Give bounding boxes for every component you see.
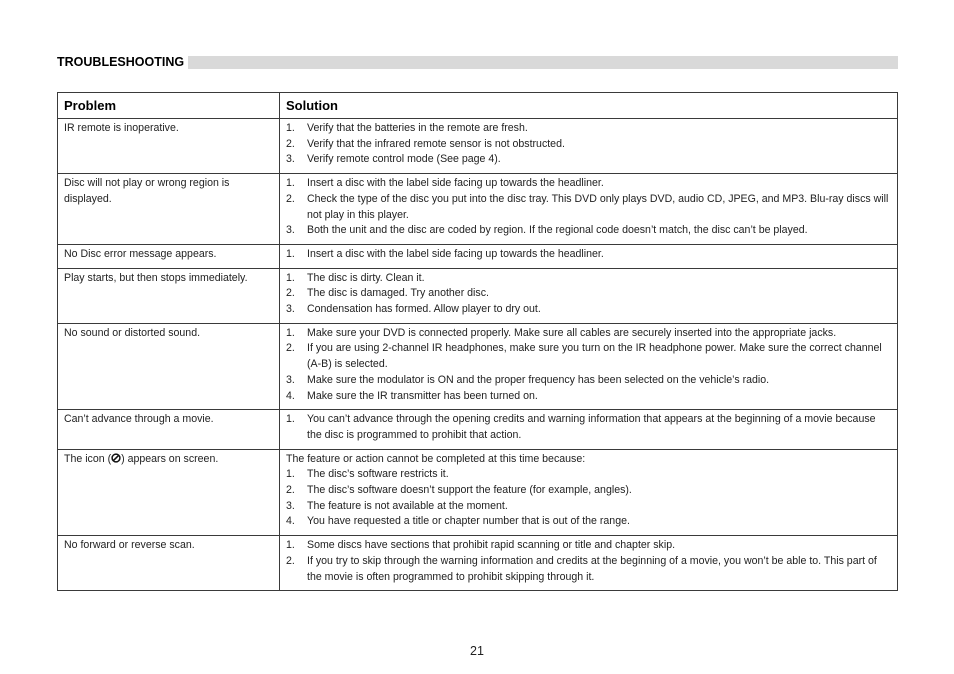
solution-list bbox=[286, 412, 891, 443]
solution-step bbox=[286, 467, 891, 483]
problem-text-after-icon: ) appears on screen. bbox=[121, 452, 219, 465]
problem-cell: Disc will not play or wrong region is displayed. bbox=[58, 174, 280, 245]
step-number: 2. bbox=[286, 137, 295, 150]
solution-step bbox=[286, 247, 891, 263]
table-header-row bbox=[58, 93, 898, 119]
table-row bbox=[58, 119, 898, 174]
step-number: 1. bbox=[286, 326, 295, 339]
solution-cell bbox=[280, 119, 898, 174]
solution-step bbox=[286, 326, 891, 342]
table-row bbox=[58, 449, 898, 536]
step-number: 3. bbox=[286, 153, 295, 166]
step-text: Verify that the batteries in the remote are fresh. bbox=[307, 122, 528, 134]
solution-step bbox=[286, 538, 891, 554]
step-text: Check the type of the disc you put into the disc tray. This DVD only plays DVD, audio CD, JPEG, and MP3. Blu-ray discs will not play in this player. bbox=[307, 192, 889, 221]
solution-step bbox=[286, 499, 891, 515]
problem-cell bbox=[58, 449, 280, 536]
step-text: If you try to skip through the warning information and credits at the beginning of a movie, you won’t be able to. This part of the movie is often programmed to prohibit skipping through it. bbox=[307, 554, 877, 583]
step-text: Condensation has formed. Allow player to dry out. bbox=[307, 303, 541, 316]
step-text: You have requested a title or chapter number that is out of the range. bbox=[307, 515, 630, 528]
table-row bbox=[58, 268, 898, 323]
problem-cell: No forward or reverse scan. bbox=[58, 536, 280, 591]
problem-cell: No Disc error message appears. bbox=[58, 244, 280, 268]
solution-step bbox=[286, 271, 891, 287]
solution-cell bbox=[280, 536, 898, 591]
step-number: 3. bbox=[286, 499, 295, 512]
step-text: The disc’s software doesn’t support the feature (for example, angles). bbox=[307, 484, 632, 497]
solution-step bbox=[286, 341, 891, 372]
solution-step bbox=[286, 137, 891, 153]
step-number: 1. bbox=[286, 413, 295, 426]
solution-cell bbox=[280, 244, 898, 268]
step-text: Make sure the IR transmitter has been turned on. bbox=[307, 389, 538, 402]
troubleshooting-table bbox=[57, 92, 898, 591]
step-number: 1. bbox=[286, 468, 295, 481]
step-number: 1. bbox=[286, 247, 295, 260]
step-number: 4. bbox=[286, 515, 295, 528]
problem-cell: Can’t advance through a movie. bbox=[58, 410, 280, 449]
problem-cell: IR remote is inoperative. bbox=[58, 119, 280, 174]
step-number: 2. bbox=[286, 287, 295, 300]
solution-list bbox=[286, 467, 891, 530]
solution-step bbox=[286, 176, 891, 192]
step-text: You can’t advance through the opening credits and warning information that appears at the beginning of a movie because the disc is programmed to prohibit that action. bbox=[307, 413, 876, 441]
solution-cell bbox=[280, 268, 898, 323]
solution-cell bbox=[280, 323, 898, 410]
solution-step bbox=[286, 483, 891, 499]
solution-step bbox=[286, 554, 891, 585]
solution-step bbox=[286, 389, 891, 405]
solution-list bbox=[286, 247, 891, 263]
step-number: 3. bbox=[286, 224, 295, 237]
problem-column-header: Problem bbox=[58, 93, 280, 119]
table-row bbox=[58, 174, 898, 245]
step-text: Make sure your DVD is connected properly. Make sure all cables are securely inserted into the appropriate jacks. bbox=[307, 326, 837, 339]
solution-list bbox=[286, 176, 891, 239]
problem-cell: Play starts, but then stops immediately. bbox=[58, 268, 280, 323]
table-row bbox=[58, 323, 898, 410]
step-text: Both the unit and the disc are coded by region. If the regional code doesn’t match, the disc can’t be played. bbox=[307, 224, 808, 237]
step-number: 2. bbox=[286, 484, 295, 497]
prohibited-icon bbox=[111, 453, 121, 469]
step-text: Verify that the infrared remote sensor is not obstructed. bbox=[307, 137, 565, 150]
step-text: Make sure the modulator is ON and the proper frequency has been selected on the vehicle’s radio. bbox=[307, 373, 770, 386]
solution-cell bbox=[280, 174, 898, 245]
step-text: If you are using 2-channel IR headphones, make sure you turn on the IR headphone power. Make sure the correct channel (A-B) is selected. bbox=[307, 342, 882, 371]
solution-list bbox=[286, 271, 891, 318]
solution-cell bbox=[280, 410, 898, 449]
step-text: The disc is dirty. Clean it. bbox=[307, 271, 425, 284]
table-row bbox=[58, 410, 898, 449]
solution-step bbox=[286, 373, 891, 389]
solution-list bbox=[286, 121, 891, 168]
problem-text-before-icon: The icon ( bbox=[64, 452, 112, 465]
solution-step bbox=[286, 302, 891, 318]
step-text: Verify remote control mode (See page 4). bbox=[307, 153, 501, 166]
step-number: 3. bbox=[286, 373, 295, 386]
solution-step bbox=[286, 514, 891, 530]
table-row bbox=[58, 536, 898, 591]
solution-intro: The feature or action cannot be completed at this time because: bbox=[286, 452, 586, 465]
step-number: 1. bbox=[286, 122, 295, 134]
step-number: 2. bbox=[286, 342, 295, 355]
solution-step bbox=[286, 223, 891, 239]
solution-column-header: Solution bbox=[280, 93, 898, 119]
step-text: Insert a disc with the label side facing up towards the headliner. bbox=[307, 247, 604, 260]
section-title: TROUBLESHOOTING bbox=[57, 54, 188, 70]
step-text: Some discs have sections that prohibit rapid scanning or title and chapter skip. bbox=[307, 539, 676, 552]
solution-list bbox=[286, 326, 891, 405]
step-text: The disc is damaged. Try another disc. bbox=[307, 287, 489, 300]
solution-step bbox=[286, 412, 891, 443]
step-text: Insert a disc with the label side facing up towards the headliner. bbox=[307, 177, 604, 190]
solution-step bbox=[286, 192, 891, 223]
table-row bbox=[58, 244, 898, 268]
page-number: 21 bbox=[470, 644, 484, 658]
step-number: 4. bbox=[286, 389, 295, 402]
solution-step bbox=[286, 152, 891, 168]
step-number: 2. bbox=[286, 192, 295, 205]
solution-cell bbox=[280, 449, 898, 536]
solution-step bbox=[286, 121, 891, 137]
step-number: 3. bbox=[286, 303, 295, 316]
step-number: 2. bbox=[286, 554, 295, 567]
step-number: 1. bbox=[286, 177, 295, 190]
step-number: 1. bbox=[286, 539, 295, 552]
solution-step bbox=[286, 286, 891, 302]
solution-list bbox=[286, 538, 891, 585]
step-number: 1. bbox=[286, 271, 295, 284]
step-text: The disc’s software restricts it. bbox=[307, 468, 449, 481]
step-text: The feature is not available at the moment. bbox=[307, 499, 508, 512]
problem-cell: No sound or distorted sound. bbox=[58, 323, 280, 410]
